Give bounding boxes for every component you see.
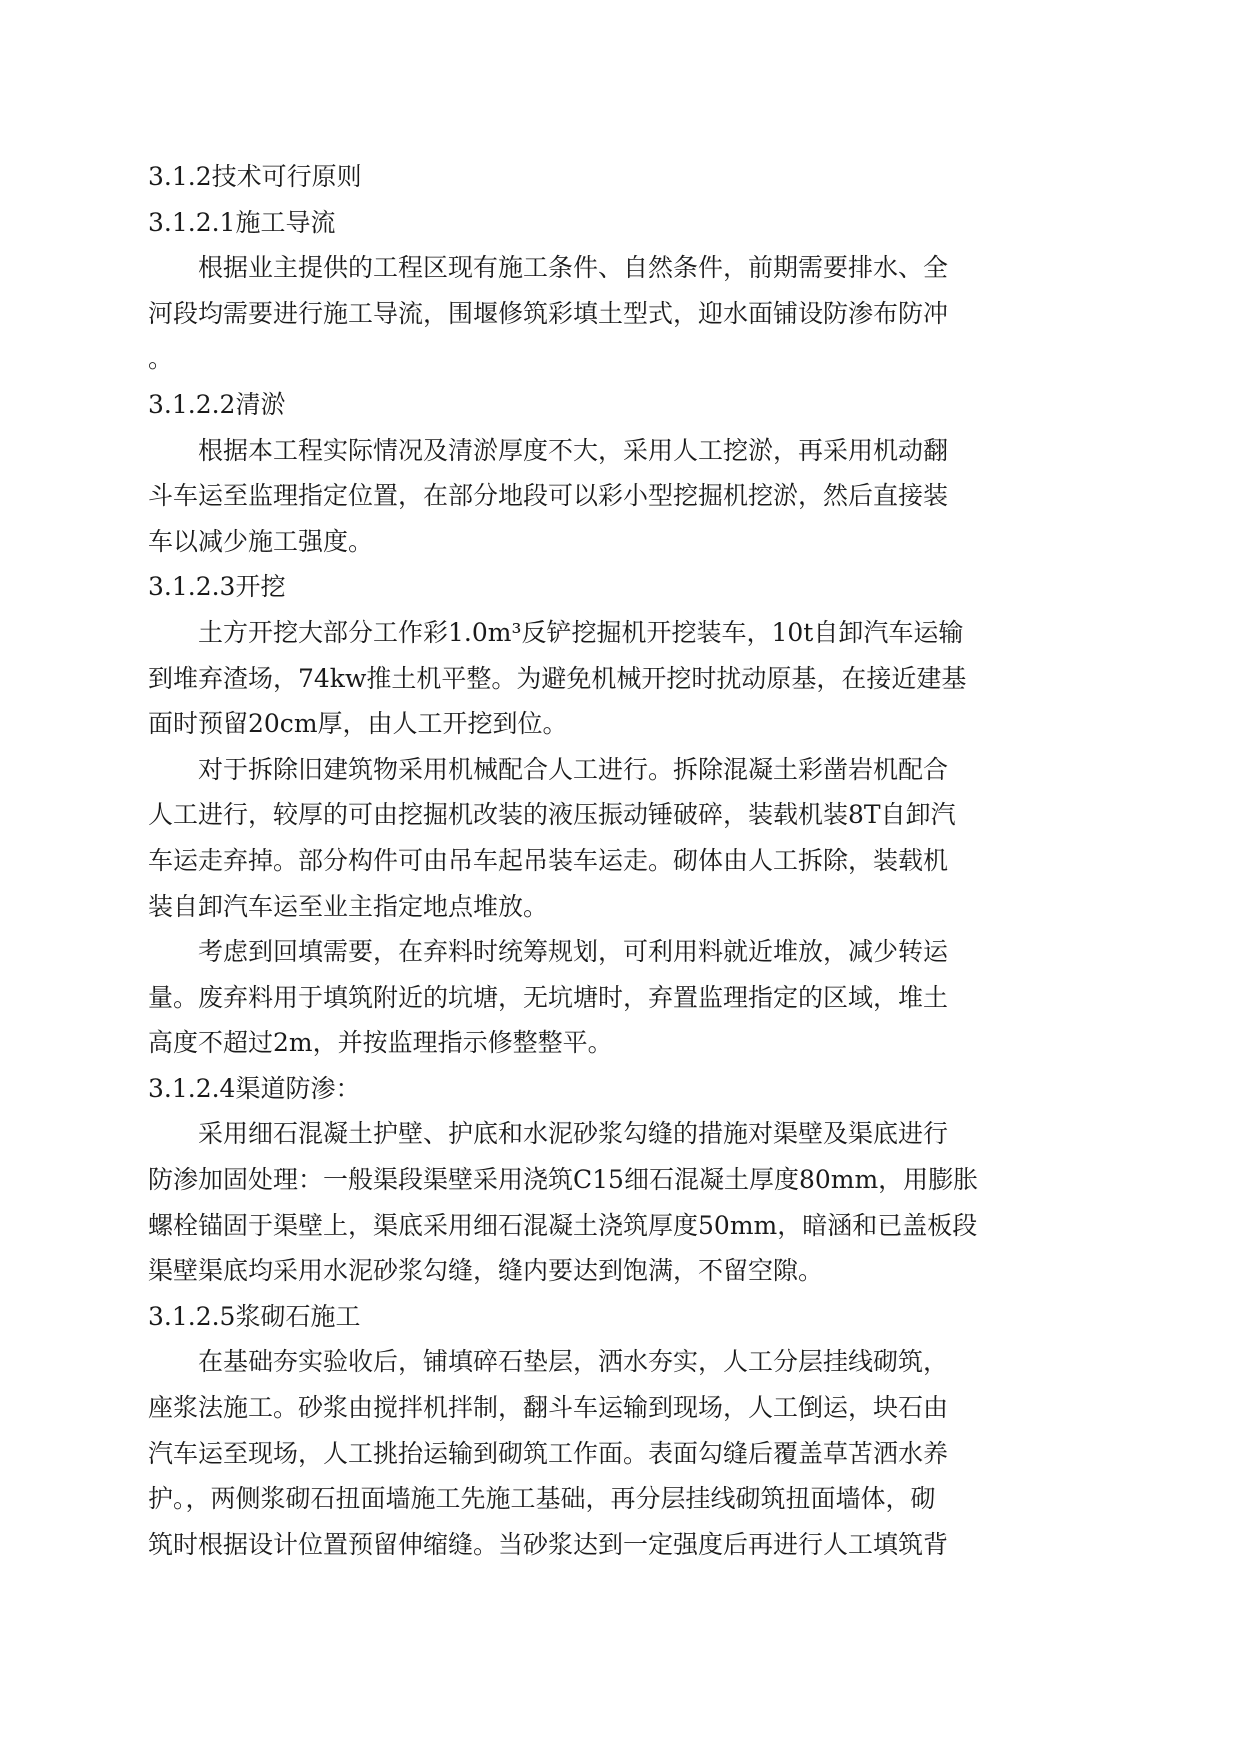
- paragraph-line: 根据本工程实际情况及清淤厚度不大，采用人工挖淤，再采用机动翻: [198, 435, 949, 465]
- section-heading: 3.1.2.2清淤: [148, 389, 286, 419]
- paragraph-line: 量。废弃料用于填筑附近的坑塘，无坑塘时，弃置监理指定的区域，堆土: [148, 982, 949, 1012]
- paragraph-line: 车以减少施工强度。: [148, 526, 374, 556]
- paragraph-line: 高度不超过2m，并按监理指示修整整平。: [148, 1028, 613, 1058]
- paragraph-line: 面时预留20cm厚，由人工开挖到位。: [148, 709, 568, 739]
- paragraph-line: 螺栓锚固于渠壁上，渠底采用细石混凝土浇筑厚度50mm，暗涵和已盖板段: [148, 1210, 978, 1240]
- paragraph-line: 在基础夯实验收后，铺填碎石垫层，洒水夯实，人工分层挂线砌筑，: [198, 1347, 949, 1377]
- paragraph-line: 对于拆除旧建筑物采用机械配合人工进行。拆除混凝土彩凿岩机配合: [198, 754, 949, 784]
- paragraph-line: 渠壁渠底均采用水泥砂浆勾缝，缝内要达到饱满，不留空隙。: [148, 1256, 824, 1286]
- section-heading: 3.1.2.5浆砌石施工: [148, 1301, 361, 1331]
- section-heading: 3.1.2技术可行原则: [148, 162, 362, 191]
- paragraph-line: 人工进行，较厚的可由挖掘机改装的液压振动锤破碎，装载机装8T自卸汽: [148, 800, 956, 830]
- paragraph-line: 考虑到回填需要，在弃料时统筹规划，可利用料就近堆放，减少转运: [198, 937, 949, 967]
- paragraph-line: 车运走弃掉。部分构件可由吊车起吊装车运走。砌体由人工拆除，装载机: [148, 845, 949, 875]
- paragraph-line: 采用细石混凝土护壁、护底和水泥砂浆勾缝的措施对渠壁及渠底进行: [198, 1119, 949, 1149]
- paragraph-line: 根据业主提供的工程区现有施工条件、自然条件，前期需要排水、全: [198, 253, 949, 283]
- paragraph-line: 筑时根据设计位置预留伸缩缝。当砂浆达到一定强度后再进行人工填筑背: [148, 1529, 949, 1559]
- paragraph-line: 斗车运至监理指定位置，在部分地段可以彩小型挖掘机挖淤，然后直接装: [148, 481, 949, 511]
- paragraph-line: 汽车运至现场，人工挑抬运输到砌筑工作面。表面勾缝后覆盖草苫洒水养: [148, 1438, 949, 1468]
- section-heading: 3.1.2.1施工导流: [148, 207, 336, 237]
- paragraph-line: 河段均需要进行施工导流，围堰修筑彩填土型式，迎水面铺设防渗布防冲: [148, 298, 949, 328]
- paragraph-line: 座浆法施工。砂浆由搅拌机拌制，翻斗车运输到现场，人工倒运，块石由: [148, 1393, 949, 1423]
- section-heading: 3.1.2.4渠道防渗：: [148, 1073, 361, 1103]
- paragraph-line: 土方开挖大部分工作彩1.0m³反铲挖掘机开挖装车，10t自卸汽车运输: [198, 617, 964, 647]
- paragraph-line: 到堆弃渣场，74kw推土机平整。为避免机械开挖时扰动原基，在接近建基: [148, 663, 967, 693]
- paragraph-line: 护。，两侧浆砌石扭面墙施工先施工基础，再分层挂线砌筑扭面墙体，砌: [148, 1484, 936, 1514]
- document-body: [148, 154, 1088, 1567]
- paragraph-line: 防渗加固处理：一般渠段渠壁采用浇筑C15细石混凝土厚度80mm，用膨胀: [148, 1165, 979, 1195]
- paragraph-line: 。: [148, 344, 174, 374]
- paragraph-line: 装自卸汽车运至业主指定地点堆放。: [148, 891, 549, 921]
- section-heading: 3.1.2.3开挖: [148, 572, 286, 602]
